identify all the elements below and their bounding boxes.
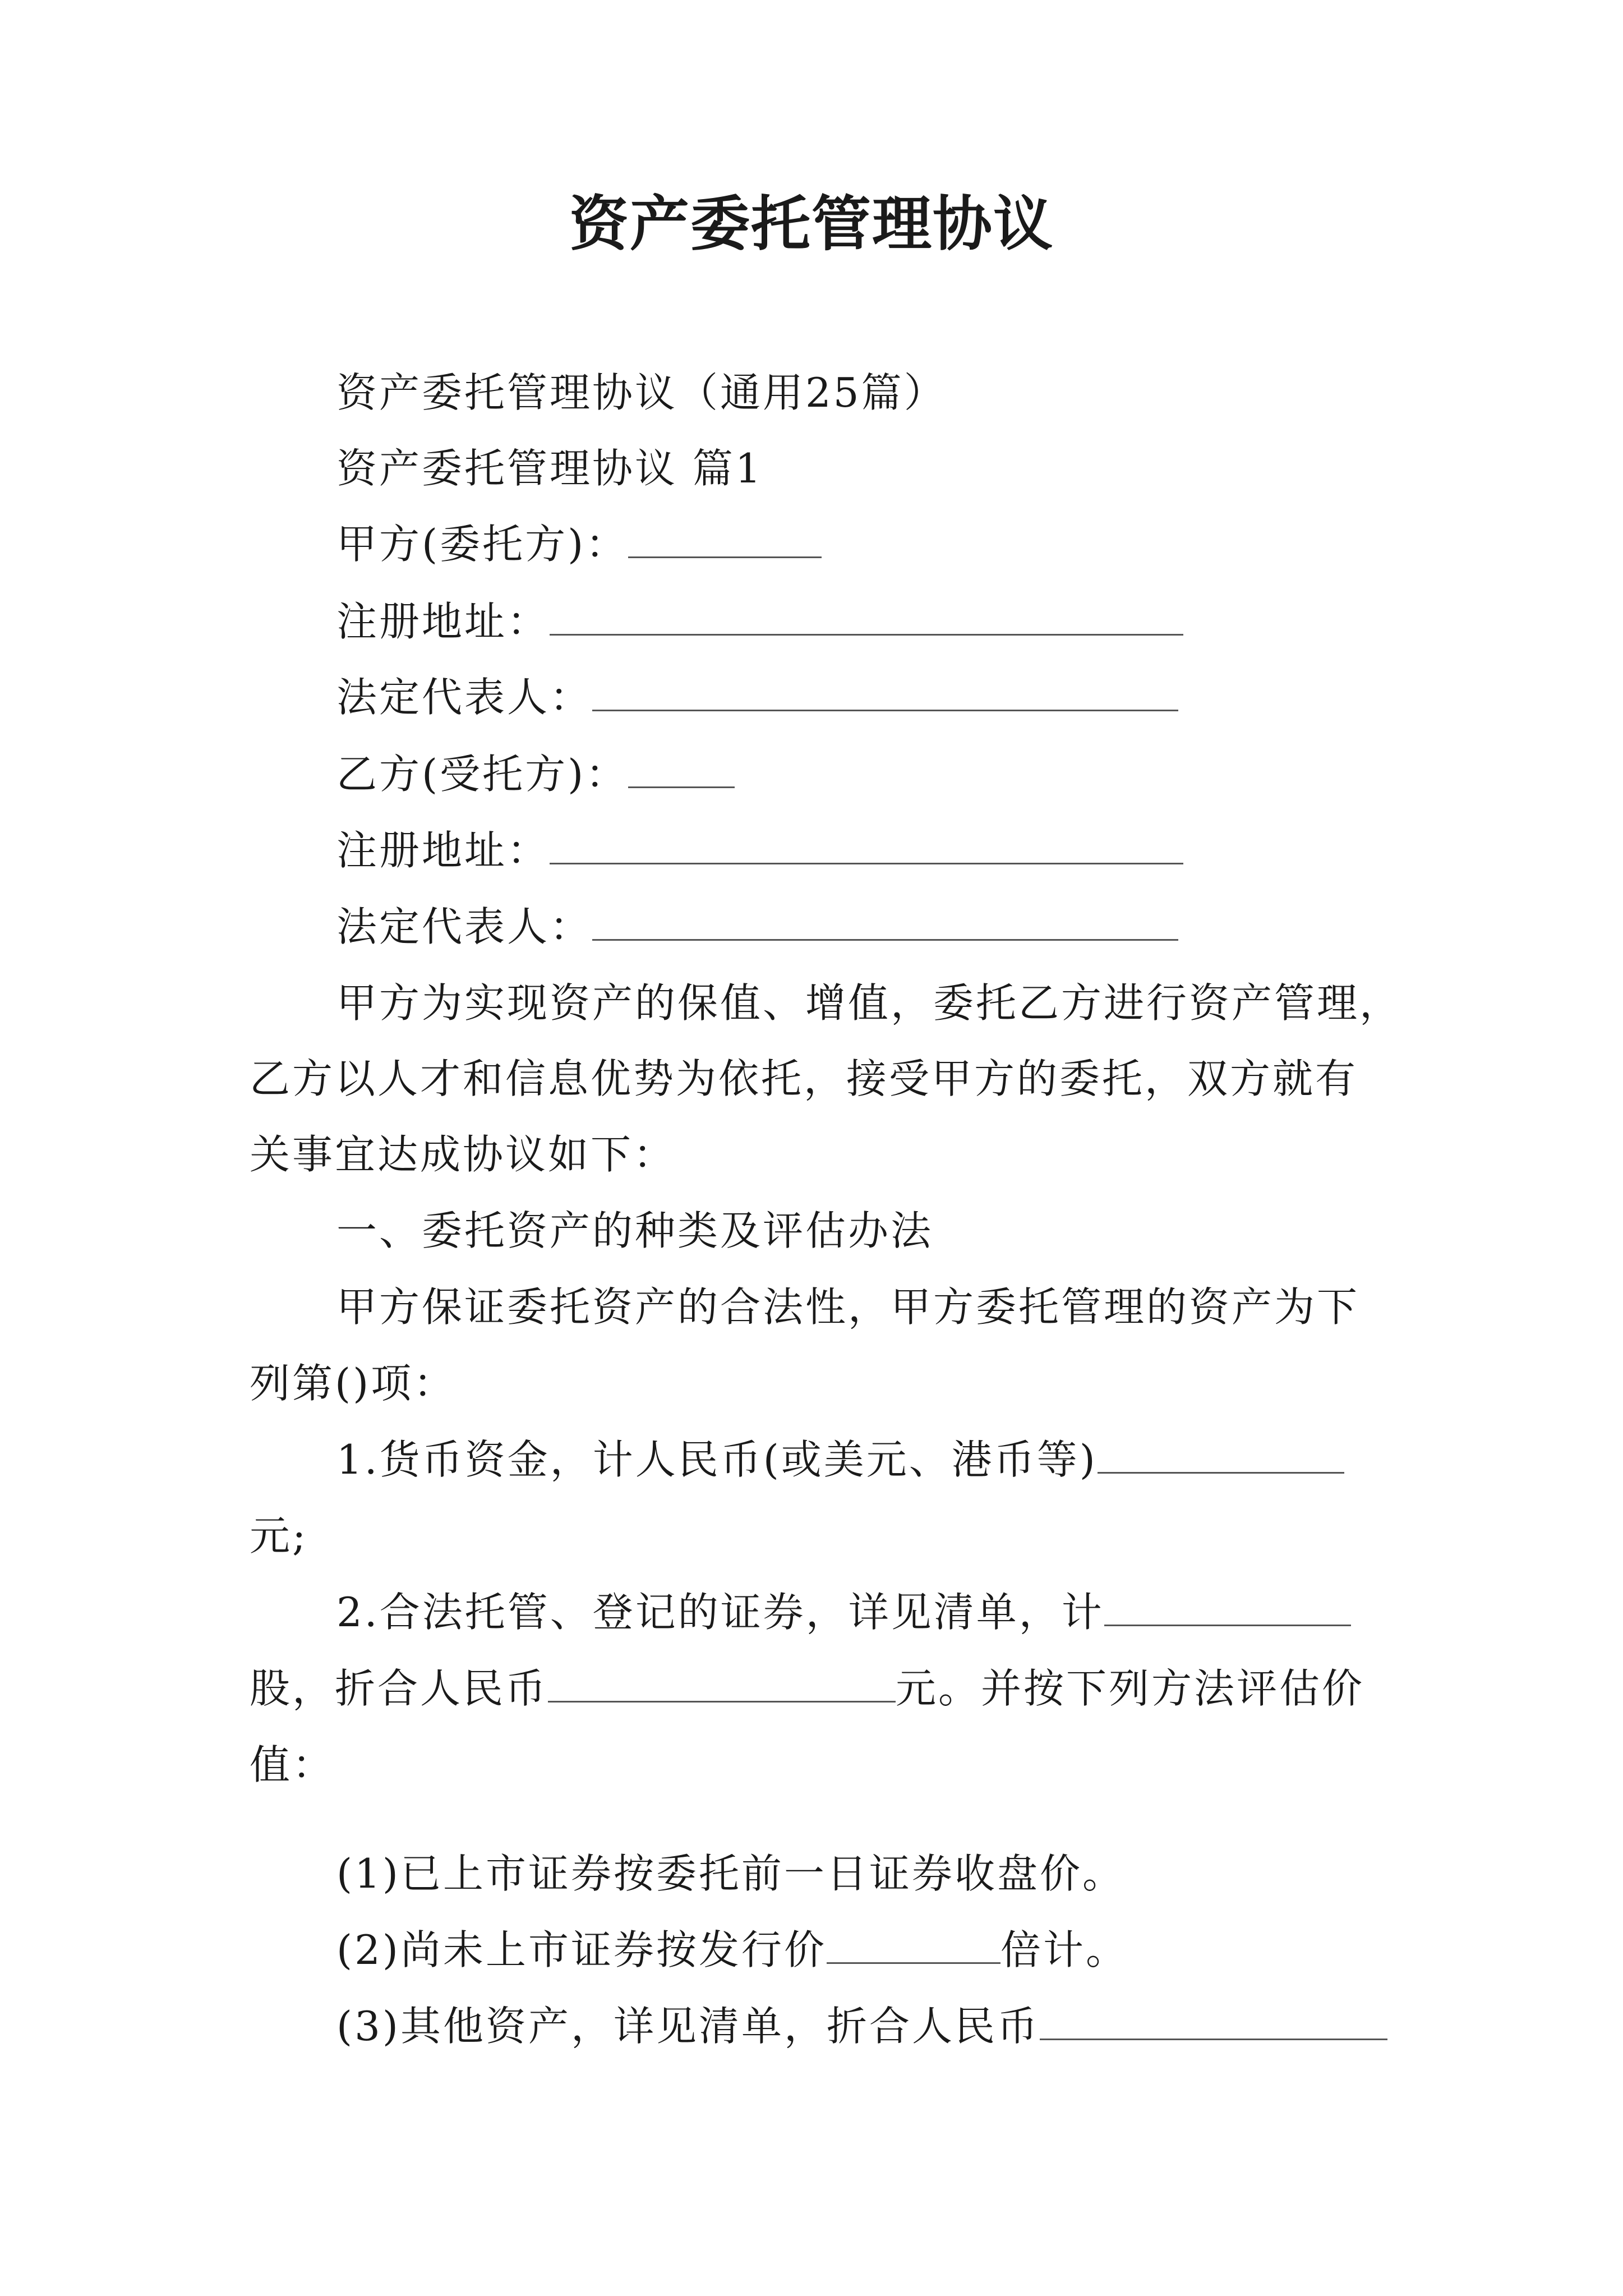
item-2-text: 2.合法托管、登记的证券，详见清单，计 — [336, 1589, 1104, 1636]
item-1-unit: 元; — [250, 1512, 308, 1559]
party-b-line — [336, 746, 735, 802]
clause-heading — [336, 1203, 933, 1259]
party-a-rep-blank[interactable] — [592, 675, 1178, 711]
document-title: 资产委托管理协议 — [569, 190, 1054, 259]
body-text: 关事宜达成协议如下： — [250, 1131, 676, 1178]
party-b-label: 乙方(受托方)： — [336, 751, 629, 798]
sub-item-2-text-2: 倍计。 — [1000, 1926, 1129, 1973]
item-2-continued — [250, 1660, 1364, 1717]
party-b-rep-line — [336, 899, 1178, 955]
body-paragraph-line — [250, 1051, 1358, 1107]
item-1-line — [336, 1432, 1344, 1488]
sub-item-3-amount-blank[interactable] — [1040, 2004, 1387, 2040]
party-b-blank[interactable] — [628, 752, 735, 788]
party-b-address-label: 注册地址： — [336, 827, 550, 874]
body-text: 甲方为实现资产的保值、增值，委托乙方进行资产管理， — [336, 979, 1403, 1027]
item-1-text: 1.货币资金，计人民币(或美元、港币等) — [336, 1436, 1098, 1483]
party-a-label: 甲方(委托方)： — [336, 521, 629, 568]
item-2-amount-blank[interactable] — [548, 1666, 896, 1703]
party-b-rep-blank[interactable] — [592, 904, 1178, 941]
sub-item-2-text: (2)尚未上市证券按发行价 — [336, 1926, 827, 1973]
body-text: 乙方以人才和信息优势为依托，接受甲方的委托，双方就有 — [250, 1055, 1358, 1102]
body-paragraph-line — [336, 1279, 1359, 1335]
body-text: 列第()项： — [250, 1360, 457, 1407]
section-heading-text: 资产委托管理协议 篇1 — [336, 445, 763, 492]
party-a-address-blank[interactable] — [550, 599, 1183, 636]
party-a-blank[interactable] — [628, 522, 822, 558]
item-2-shares-blank[interactable] — [1104, 1590, 1351, 1626]
sub-item-2 — [336, 1922, 1128, 1978]
item-1-amount-blank[interactable] — [1098, 1437, 1344, 1474]
item-2-line — [336, 1584, 1351, 1640]
party-a-rep-label: 法定代表人： — [336, 674, 593, 721]
sub-item-3-text: (3)其他资产，详见清单，折合人民币 — [336, 2003, 1040, 2050]
party-b-rep-label: 法定代表人： — [336, 903, 593, 950]
doc-subtitle-text: 资产委托管理协议（通用25篇） — [336, 369, 947, 416]
clause-heading-text: 一、委托资产的种类及评估办法 — [336, 1207, 934, 1254]
doc-subtitle — [336, 365, 947, 421]
party-b-address-line — [336, 822, 1183, 878]
sub-item-3 — [336, 1998, 1387, 2054]
sub-item-2-multiple-blank[interactable] — [827, 1927, 1000, 1964]
section-heading — [336, 440, 763, 496]
body-paragraph-line — [336, 975, 1402, 1031]
party-b-address-blank[interactable] — [550, 828, 1183, 864]
party-a-address-line — [336, 593, 1183, 650]
body-paragraph-line — [250, 1355, 456, 1411]
party-a-address-label: 注册地址： — [336, 598, 550, 645]
item-2-text-4: 值： — [250, 1741, 335, 1788]
body-paragraph-line — [250, 1126, 676, 1182]
body-text: 甲方保证委托资产的合法性，甲方委托管理的资产为下 — [336, 1283, 1360, 1331]
sub-item-1-text: (1)已上市证券按委托前一日证券收盘价。 — [336, 1850, 1125, 1897]
item-1-continued — [250, 1508, 308, 1564]
item-2-text-3: 元。并按下列方法评估价 — [896, 1665, 1365, 1712]
item-2-text-2: 股，折合人民币 — [250, 1665, 548, 1712]
item-2-end — [250, 1737, 335, 1793]
party-a-line — [336, 516, 822, 572]
party-a-rep-line — [336, 669, 1178, 725]
sub-item-1 — [336, 1846, 1125, 1902]
